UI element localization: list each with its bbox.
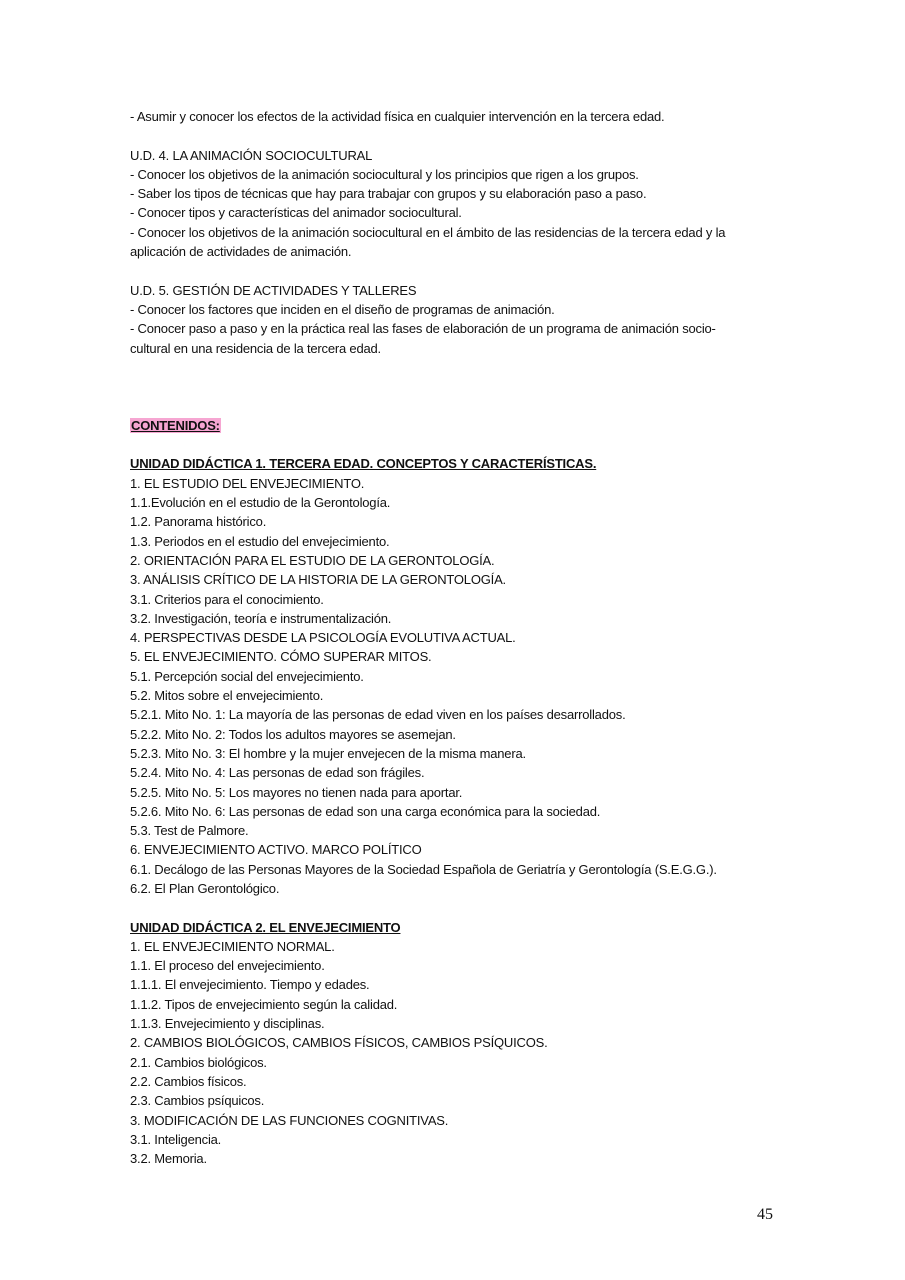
unidad1-item: 1. EL ESTUDIO DEL ENVEJECIMIENTO. — [130, 475, 365, 491]
unidad1-item: 2. ORIENTACIÓN PARA EL ESTUDIO DE LA GERONTOLOGÍA. — [130, 552, 495, 568]
unidad1-item: 6.1. Decálogo de las Personas Mayores de la Sociedad Española de Geriatría y Gerontología (S.E.G.G.). — [130, 861, 717, 877]
unidad2-item: 2.3. Cambios psíquicos. — [130, 1093, 265, 1109]
unidad1-item: 4. PERSPECTIVAS DESDE LA PSICOLOGÍA EVOLUTIVA ACTUAL. — [130, 630, 516, 646]
ud4-item: - Saber los tipos de técnicas que hay para trabajar con grupos y su elaboración paso a paso. — [130, 186, 647, 202]
ud4-item: - Conocer los objetivos de la animación sociocultural y los principios que rigen a los grupos. — [130, 166, 639, 182]
unidad1-item: 5.2.2. Mito No. 2: Todos los adultos mayores se asemejan. — [130, 726, 456, 742]
contenidos-heading-row — [130, 416, 770, 435]
unidad2-item: 1.1.1. El envejecimiento. Tiempo y edades. — [130, 977, 370, 993]
unidad1-item: 5.2.5. Mito No. 5: Los mayores no tienen nada para aportar. — [130, 784, 463, 800]
unidad1-title: UNIDAD DIDÁCTICA 1. TERCERA EDAD. CONCEPTOS Y CARACTERÍSTICAS. — [130, 456, 597, 472]
unidad2-item: 2.1. Cambios biológicos. — [130, 1054, 267, 1070]
unidad1-item: 6. ENVEJECIMIENTO ACTIVO. MARCO POLÍTICO — [130, 842, 422, 858]
unidad1-item: 6.2. El Plan Gerontológico. — [130, 880, 280, 896]
unidad2-item: 1.1. El proceso del envejecimiento. — [130, 958, 325, 974]
ud4-title: U.D. 4. LA ANIMACIÓN SOCIOCULTURAL — [130, 147, 373, 163]
unidad1-item: 1.3. Periodos en el estudio del envejecimiento. — [130, 533, 390, 549]
unidad2-item: 2.2. Cambios físicos. — [130, 1073, 247, 1089]
ud5-item: - Conocer los factores que inciden en el diseño de programas de animación. — [130, 301, 555, 317]
unidad2-list — [130, 937, 770, 1169]
ud4-item: - Conocer los objetivos de la animación sociocultural en el ámbito de las residencias de la tercera edad y la aplicación de actividades de animación. — [130, 224, 726, 260]
unidad2-title: UNIDAD DIDÁCTICA 2. EL ENVEJECIMIENTO — [130, 919, 401, 935]
unidad2-item: 1.1.2. Tipos de envejecimiento según la calidad. — [130, 996, 398, 1012]
unidad1-item: 1.1.Evolución en el estudio de la Gerontología. — [130, 495, 391, 511]
unidad1-item: 5.1. Percepción social del envejecimiento. — [130, 668, 364, 684]
unidad1-item: 5.2.6. Mito No. 6: Las personas de edad son una carga económica para la sociedad. — [130, 803, 601, 819]
unidad2-item: 1.1.3. Envejecimiento y disciplinas. — [130, 1016, 325, 1032]
unidad2-item: 3.1. Inteligencia. — [130, 1131, 222, 1147]
ud5-item: - Conocer paso a paso y en la práctica real las fases de elaboración de un programa de animación socio-cultural en una residencia de la tercera edad. — [130, 321, 716, 356]
unidad2-item: 2. CAMBIOS BIOLÓGICOS, CAMBIOS FÍSICOS, CAMBIOS PSÍQUICOS. — [130, 1035, 548, 1051]
unidad1-item: 5.2.4. Mito No. 4: Las personas de edad son frágiles. — [130, 765, 425, 781]
unidad2-item: 1. EL ENVEJECIMIENTO NORMAL. — [130, 938, 335, 954]
unidad2-item: 3.2. Memoria. — [130, 1151, 207, 1167]
unidad1-item: 5.2. Mitos sobre el envejecimiento. — [130, 688, 324, 704]
unidad1-item: 3.1. Criterios para el conocimiento. — [130, 591, 324, 607]
ud5-title: U.D. 5. GESTIÓN DE ACTIVIDADES Y TALLERES — [130, 282, 417, 298]
page-number: 45 — [757, 1206, 773, 1223]
unidad1-item: 5.3. Test de Palmore. — [130, 823, 249, 839]
page-body — [130, 107, 770, 1168]
unidad1-item: 5. EL ENVEJECIMIENTO. CÓMO SUPERAR MITOS. — [130, 649, 432, 665]
contenidos-heading: CONTENIDOS: — [131, 417, 220, 433]
unidad1-item: 1.2. Panorama histórico. — [130, 514, 267, 530]
unidad1-item: 5.2.1. Mito No. 1: La mayoría de las personas de edad viven en los países desarrollados. — [130, 707, 626, 723]
ud4-item: - Conocer tipos y características del animador sociocultural. — [130, 205, 462, 221]
unidad1-item: 3. ANÁLISIS CRÍTICO DE LA HISTORIA DE LA GERONTOLOGÍA. — [130, 572, 506, 588]
unidad1-item: 5.2.3. Mito No. 3: El hombre y la mujer envejecen de la misma manera. — [130, 745, 526, 761]
unidad1-item: 3.2. Investigación, teoría e instrumentalización. — [130, 610, 392, 626]
intro-item: - Asumir y conocer los efectos de la actividad física en cualquier intervención en la tercera edad. — [130, 109, 665, 124]
unidad2-item: 3. MODIFICACIÓN DE LAS FUNCIONES COGNITIVAS. — [130, 1112, 449, 1128]
unidad1-list — [130, 474, 770, 899]
